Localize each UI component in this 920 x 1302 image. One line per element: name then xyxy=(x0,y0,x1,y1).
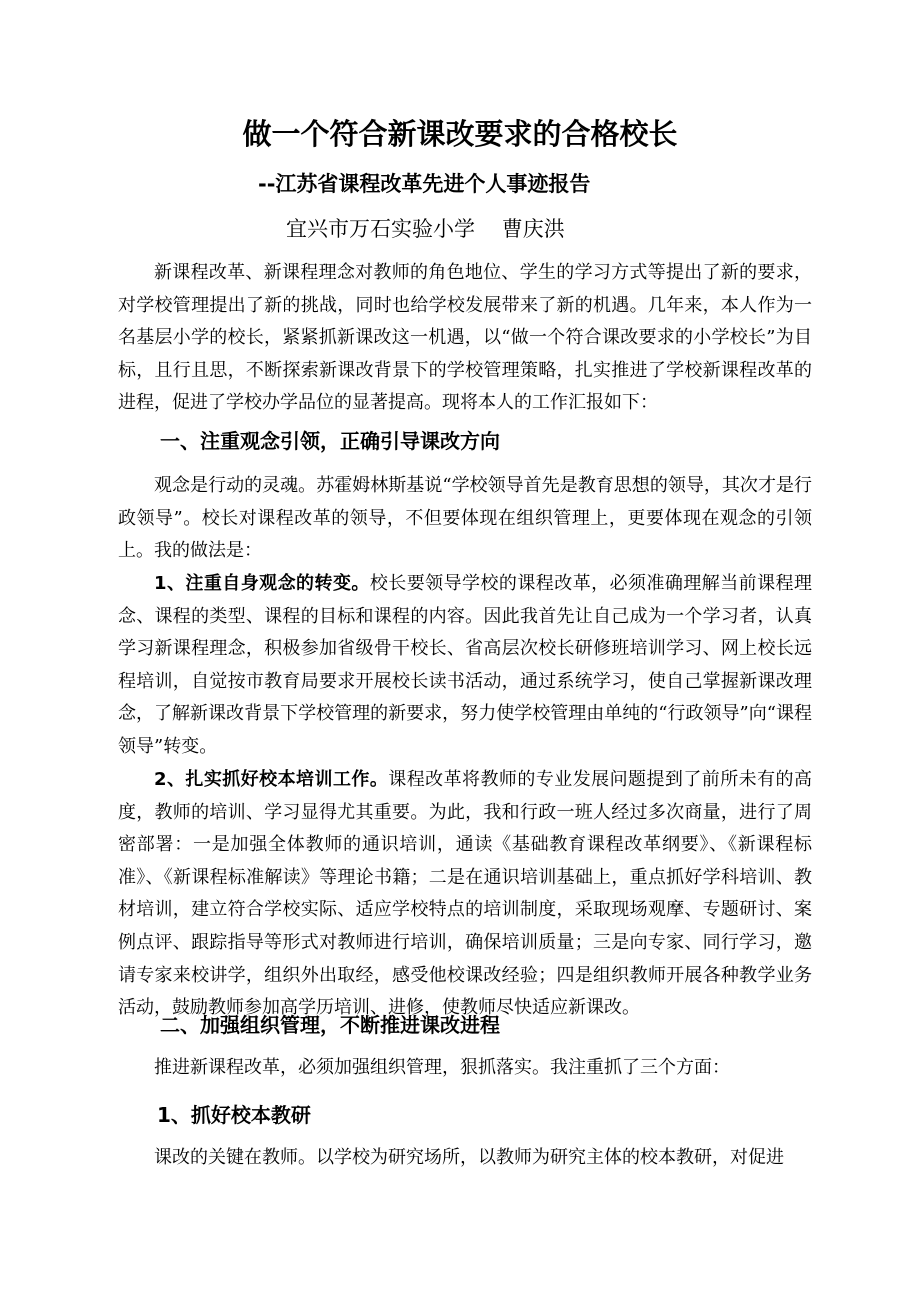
section-2-intro: 推进新课程改革，必须加强组织管理，狠抓落实。我注重抓了三个方面： xyxy=(154,1057,730,1078)
item-2-text: 课程改革将教师的专业发展问题提到了前所未有的高度，教师的培训、学习显得尤其重要。为此，我和行政一班人经过多次商量，进行了周密部署：一是加强全体教师的通识培训，通读《基础教育课程改革纲要》、《新课程标准》、《新课程标准解读》等理论书籍；二是在通识培训基础上，重点抓好学科培训、教材培训，建立符合学校实际、适应学校特点的培训制度，采取现场观摩、专题研讨、案例点评、跟踪指导等形式对教师进行培训，确保培训质量；三是向专家、同行学习，邀请专家来校讲学，组织外出取经，感受他校课改经验；四是组织教师开展各种教学业务活动，鼓励教师参加高学历培训、进修，使教师尽快适应新课改。 xyxy=(118,769,813,1019)
section-2-sub-1-text: 课改的关键在教师。以学校为研究场所，以教师为研究主体的校本教研，对促进 xyxy=(154,1147,784,1168)
author-line: 宜兴市万石实验小学 曹庆洪 xyxy=(286,217,565,241)
section-1-heading: 一、注重观念引领，正确引导课改方向 xyxy=(160,429,500,453)
section-2-heading: 二、加强组织管理，不断推进课改进程 xyxy=(160,1013,500,1037)
section-2-sub-1-heading: 1、抓好校本教研 xyxy=(157,1103,311,1127)
document-subtitle: --江苏省课程改革先进个人事迹报告 xyxy=(258,172,591,196)
item-2-lead: 2、扎实抓好校本培训工作。 xyxy=(154,769,389,790)
intro-paragraph: 新课程改革、新课程理念对教师的角色地位、学生的学习方式等提出了新的要求，对学校管理提出了新的挑战，同时也给学校发展带来了新的机遇。几年来，本人作为一名基层小学的校长，紧紧抓新课改这一机遇，以“做一个符合课改要求的小学校长”为目标，且行且思，不断探索新课改背景下的学校管理策略，扎实推进了学校新课程改革的进程，促进了学校办学品位的显著提高。现将本人的工作汇报如下： xyxy=(118,262,812,414)
item-1-text: 校长要领导学校的课程改革，必须准确理解当前课程理念、课程的类型、课程的目标和课程的内容。因此我首先让自己成为一个学习者，认真学习新课程理念，积极参加省级骨干校长、省高层次校长研修班培训学习、网上校长远程培训，自觉按市教育局要求开展校长读书活动，通过系统学习，使自己掌握新课改理念，了解新课改背景下学校管理的新要求，努力使学校管理由单纯的“行政领导”向“课程领导”转变。 xyxy=(118,573,812,757)
section-1-item-2 xyxy=(118,764,812,1025)
document-title: 做一个符合新课改要求的合格校长 xyxy=(242,117,678,151)
section-1-intro: 观念是行动的灵魂。苏霍姆林斯基说“学校领导首先是教育思想的领导，其次才是行政领导”。校长对课程改革的领导，不但要体现在组织管理上，更要体现在观念的引领上。我的做法是： xyxy=(118,475,812,562)
section-1-item-1 xyxy=(118,568,812,764)
item-1-lead: 1、注重自身观念的转变。 xyxy=(154,573,370,594)
